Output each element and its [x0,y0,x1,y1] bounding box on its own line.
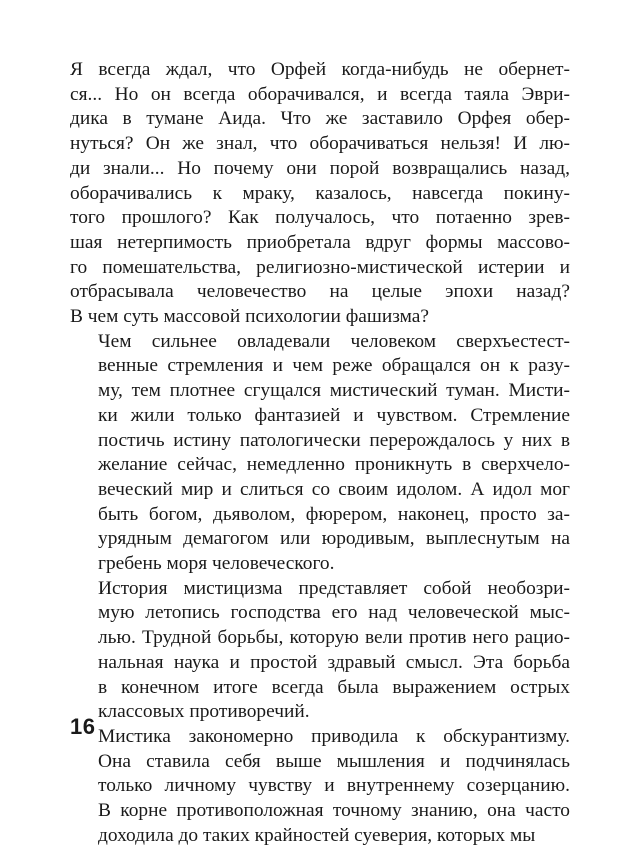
text-line: мую летопись господства его над человеческой мыс- [98,602,570,624]
text-line: шая нетерпимость приобретала вдруг формы массово- [70,231,570,253]
text-line: оборачивались к мраку, казалось, навсегда покину- [70,182,570,204]
book-page [70,58,570,846]
text-line: ки жили только фантазией и чувством. Стремление [98,404,570,426]
text-line: венные стремления и чем реже обращался он к разу- [98,355,570,377]
text-line: в конечном итоге всегда была выражением острых [98,676,570,698]
text-line: лью. Трудной борьбы, которую вели против него рацио- [98,627,570,649]
text-line: ся... Но он всегда оборачивался, и всегда таяла Эври- [70,83,570,105]
text-line: Чем сильнее овладевали человеком сверхъестест- [98,330,570,352]
text-line: История мистицизма представляет собой необозри- [98,577,570,599]
paragraph [70,58,570,330]
text-line: Я всегда ждал, что Орфей когда-нибудь не обернет- [70,59,570,80]
text-line: классовых противоречий. [98,701,310,723]
text-line: му, тем плотнее сгущался мистический туман. Мисти- [98,380,570,402]
text-line: отбрасывала человечество на целые эпохи назад? [70,281,570,303]
text-line: гребень моря человеческого. [98,553,335,575]
paragraph [70,577,570,725]
text-line: Мистика закономерно приводила к обскурантизму. [98,725,570,747]
text-line: того прошлого? Как получалось, что потаенно зрев- [70,207,570,229]
text-line: веческий мир и слиться со своим идолом. А идол мог [98,478,570,500]
text-line: В корне противоположная точному знанию, она часто [98,800,570,822]
text-line: нуться? Он же знал, что оборачиваться нельзя! И лю- [70,133,570,155]
text-line: только личному чувству и внутреннему созерцанию. [98,775,570,797]
page-number: 16 [70,714,96,739]
paragraph [70,725,570,849]
paragraph [70,330,570,577]
text-line: быть богом, дьяволом, фюрером, наконец, просто за- [98,503,570,525]
text-line: ди знали... Но почему они порой возвращались назад, [70,157,570,179]
body-text [70,58,570,849]
text-line: нальная наука и простой здравый смысл. Эта борьба [98,651,570,673]
text-line: постичь истину патологически перерождалось у них в [98,429,570,451]
text-line: желание сейчас, немедленно проникнуть в сверхчело- [98,454,570,476]
text-line: доходила до таких крайностей суеверия, которых мы [98,824,536,846]
text-line: Она ставила себя выше мышления и подчинялась [98,750,570,772]
text-line: урядным демагогом или юродивым, выплеснутым на [98,528,570,550]
text-line: В чем суть массовой психологии фашизма? [70,306,429,328]
text-line: го помешательства, религиозно-мистической истерии и [70,256,570,278]
text-line: дика в тумане Аида. Что же заставило Орфея обер- [70,108,570,130]
